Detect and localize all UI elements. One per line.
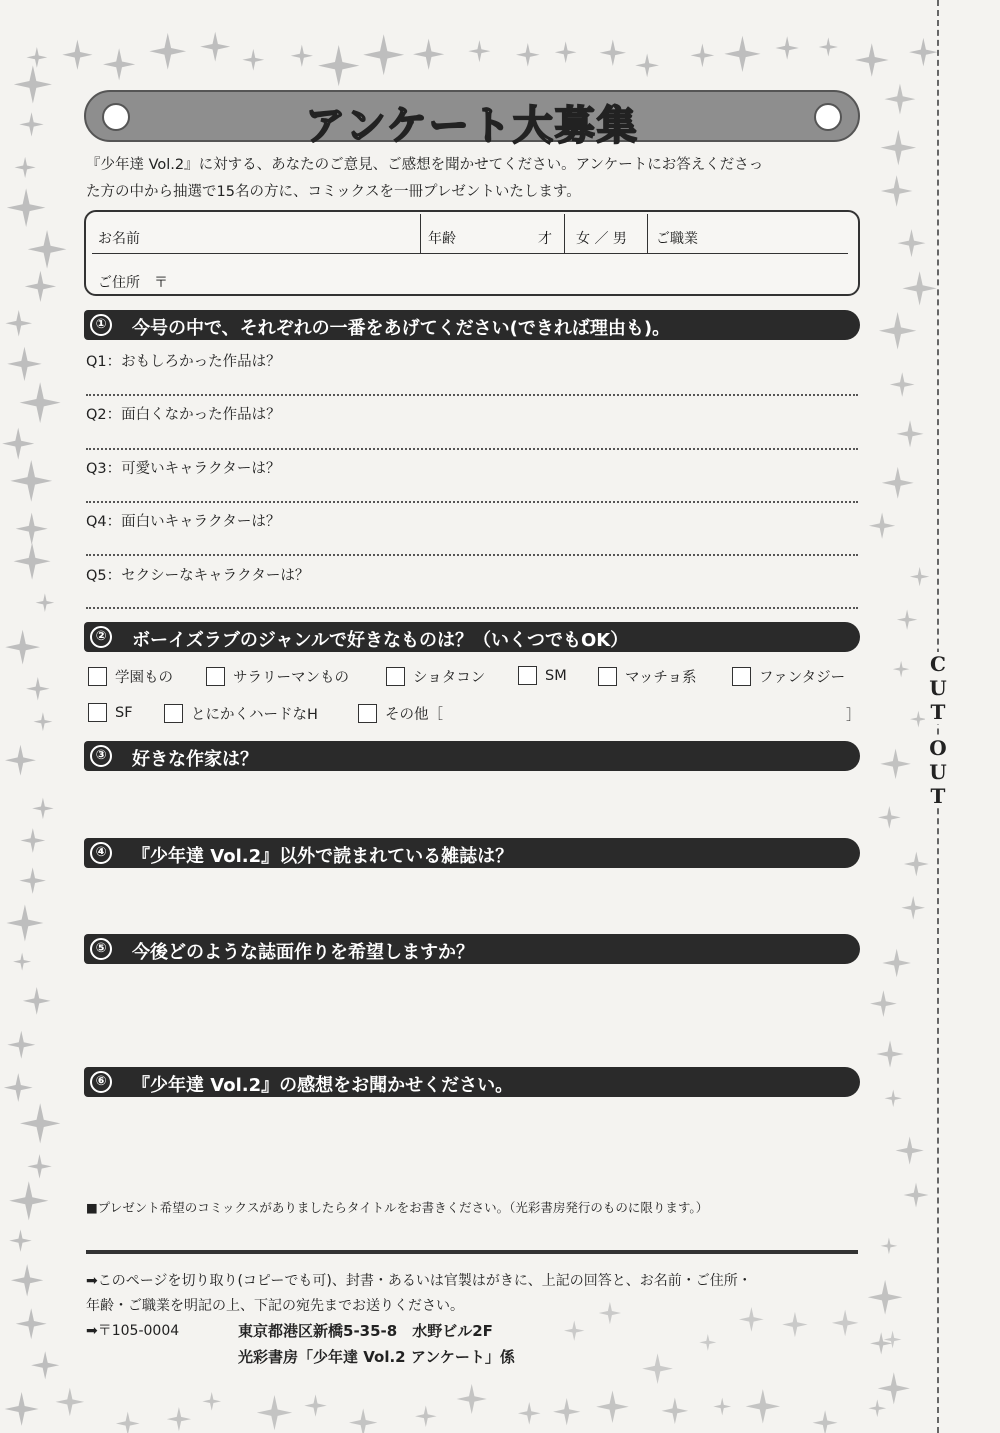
section-number: ③ [90, 745, 112, 767]
cut-label-2: O U T [925, 736, 951, 808]
genre-checkbox-sf[interactable]: SF [88, 703, 133, 722]
answer-area-section-4[interactable] [86, 872, 858, 932]
section-title: 今後どのような誌面作りを希望しますか？ [132, 942, 474, 963]
banner-dot-right [814, 103, 842, 131]
info-divider-line [92, 253, 848, 254]
answer-line-q4[interactable] [86, 554, 858, 556]
title-banner [84, 90, 860, 149]
divider [647, 214, 648, 254]
answer-line-q1[interactable] [86, 394, 858, 396]
mailing-recipient: 光彩書房「少年達 Vol.2 アンケート」係 [238, 1348, 515, 1366]
answer-area-section-3[interactable] [86, 775, 858, 835]
intro-line-1: 『少年達 Vol.2』に対する、あなたのご意見、ご感想を聞かせてください。アンケートにお答えくださっ [86, 157, 764, 173]
section-title: 今号の中で、それぞれの一番をあげてください(できれば理由も)。 [132, 318, 671, 339]
postal-code: ➡〒105-0004 [86, 1323, 180, 1339]
divider [564, 214, 565, 254]
page-title: アンケート大募集 [305, 103, 639, 149]
cut-label-1: C U T [925, 652, 951, 724]
instructions-line-2: 年齢・ご職業を明記の上、下記の宛先までお送りください。 [86, 1298, 464, 1314]
answer-line-q2[interactable] [86, 448, 858, 450]
question-q5: Q5：セクシーなキャラクターは？ [86, 568, 310, 584]
genre-checkbox-sm[interactable]: SM [518, 666, 567, 685]
section-title: 『少年達 Vol.2』以外で読まれている雑誌は？ [132, 846, 514, 867]
section-1-header [84, 310, 860, 340]
present-note: ■プレゼント希望のコミックスがありましたらタイトルをお書きください。（光彩書房発行のものに限ります。） [86, 1200, 709, 1215]
genre-checkbox-macho[interactable]: マッチョ系 [598, 666, 697, 687]
intro-text [86, 152, 846, 206]
section-number: ① [90, 314, 112, 336]
name-field-label[interactable]: お名前 [98, 231, 140, 247]
present-title-area[interactable] [86, 1218, 858, 1246]
mailing-address: 東京都港区新橋5-35-8 水野ビル2F [238, 1322, 493, 1340]
section-4-header [84, 838, 860, 868]
genre-checkbox-school[interactable]: 学園もの [88, 666, 173, 687]
answer-area-section-5[interactable] [86, 968, 858, 1063]
question-q3: Q3：可愛いキャラクターは？ [86, 461, 281, 477]
genre-checkbox-shotacon[interactable]: ショタコン [386, 666, 485, 687]
other-bracket-close: ］ [846, 708, 861, 724]
personal-info-box [84, 210, 860, 296]
question-q2: Q2：面白くなかった作品は？ [86, 407, 281, 423]
age-field-label[interactable]: 年齢 [428, 231, 456, 247]
answer-area-section-6[interactable] [86, 1101, 858, 1191]
section-title: ボーイズラブのジャンルで好きなものは？（いくつでもOK） [132, 630, 629, 651]
gender-field[interactable]: 女 ／ 男 [576, 231, 627, 247]
genre-checkbox-row-2 [88, 703, 868, 727]
answer-line-q5[interactable] [86, 607, 858, 609]
section-title: 好きな作家は？ [132, 749, 258, 770]
instructions-line-1: ➡このページを切り取り(コピーでも可)、封書・あるいは官製はがきに、上記の回答と、お名前・ご住所・ [86, 1273, 752, 1289]
section-title: 『少年達 Vol.2』の感想をお聞かせください。 [132, 1075, 514, 1096]
question-q1: Q1：おもしろかった作品は？ [86, 354, 281, 370]
genre-checkbox-other[interactable]: その他［ [358, 703, 443, 724]
occupation-field-label[interactable]: ご職業 [656, 231, 698, 247]
section-number: ② [90, 626, 112, 648]
address-field-label[interactable]: ご住所 〒 [98, 275, 168, 291]
section-5-header [84, 934, 860, 964]
genre-checkbox-salaryman[interactable]: サラリーマンもの [206, 666, 349, 687]
section-2-header [84, 622, 860, 652]
section-3-header [84, 741, 860, 771]
question-q4: Q4：面白いキャラクターは？ [86, 514, 281, 530]
genre-checkbox-hard[interactable]: とにかくハードなH [164, 703, 318, 724]
section-6-header [84, 1067, 860, 1097]
section-number: ④ [90, 842, 112, 864]
intro-line-2: た方の中から抽選で15名の方に、コミックスを一冊プレゼントいたします。 [86, 184, 581, 200]
genre-checkbox-fantasy[interactable]: ファンタジー [732, 666, 845, 687]
section-number: ⑥ [90, 1071, 112, 1093]
info-row-top [86, 212, 858, 254]
section-number: ⑤ [90, 938, 112, 960]
age-unit: 才 [538, 231, 552, 247]
answer-line-q3[interactable] [86, 501, 858, 503]
divider-rule [86, 1250, 858, 1254]
genre-checkbox-row-1 [88, 666, 868, 690]
divider [420, 214, 421, 254]
